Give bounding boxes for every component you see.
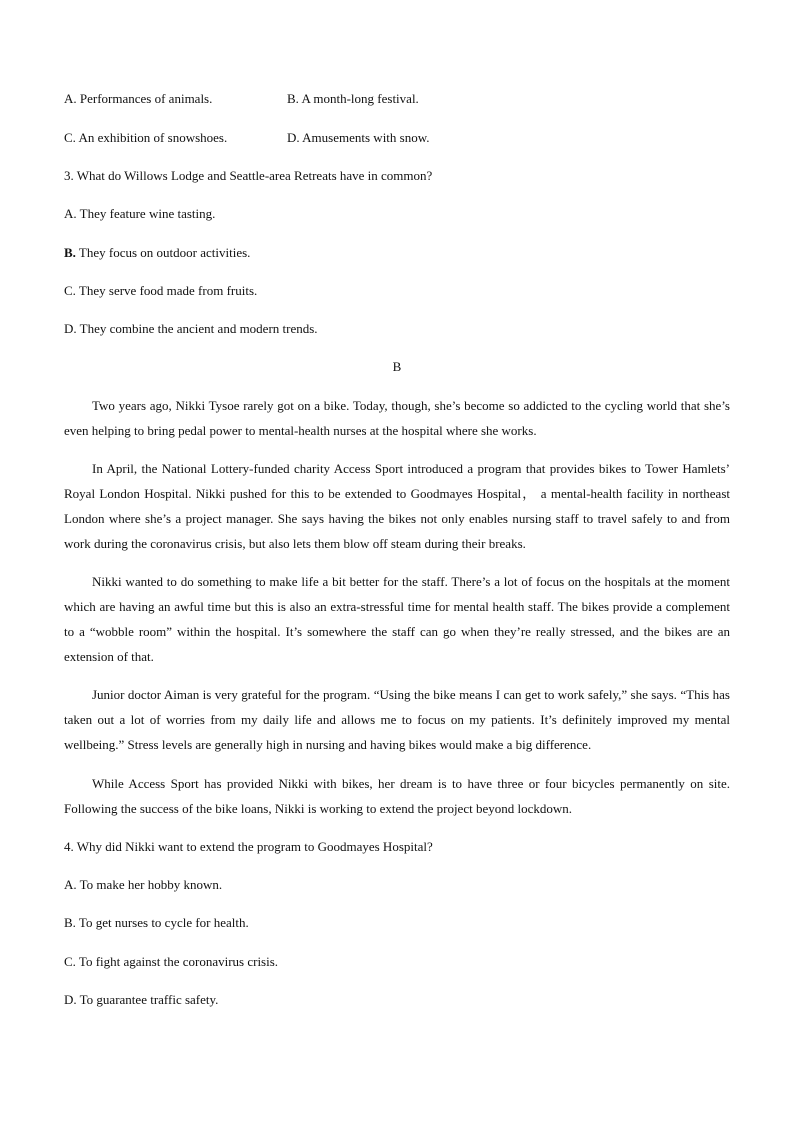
- paragraph-4: Junior doctor Aiman is very grateful for the program. “Using the bike means I can get to work safely,” she says. “This has taken out a lot of worries from my daily life and allows me to focus on my patients. It’s definitely improved my mental wellbeing.” Stress levels are generally high in nursing and having bikes would make a big difference.: [64, 687, 730, 752]
- q2-options-row-2: [64, 130, 730, 146]
- q2-option-c: C. An exhibition of snowshoes.: [64, 130, 228, 145]
- q4-option-d: D. To guarantee traffic safety.: [64, 992, 219, 1007]
- paragraph-1: Two years ago, Nikki Tysoe rarely got on a bike. Today, though, she’s become so addicted to the cycling world that she’s even helping to bring pedal power to mental-health nurses at the hospital where she works.: [64, 398, 730, 438]
- q4-option-c: C. To fight against the coronavirus crisis.: [64, 954, 279, 969]
- q3-option-d: D. They combine the ancient and modern trends.: [64, 321, 318, 336]
- q3-option-b-text: They focus on outdoor activities.: [75, 245, 251, 260]
- q2-option-b: B. A month-long festival.: [287, 91, 419, 106]
- q4-option-b: B. To get nurses to cycle for health.: [64, 915, 249, 930]
- q4-question: 4. Why did Nikki want to extend the program to Goodmayes Hospital?: [64, 839, 433, 854]
- q3-option-a: A. They feature wine tasting.: [64, 206, 216, 221]
- q2-option-a: A. Performances of animals.: [64, 91, 213, 106]
- paragraph-5: While Access Sport has provided Nikki with bikes, her dream is to have three or four bicycles permanently on site. Following the success of the bike loans, Nikki is working to extend the project beyond lockdown.: [64, 776, 730, 816]
- paragraph-2: In April, the National Lottery-funded charity Access Sport introduced a program that provides bikes to Tower Hamlets’ Royal London Hospital. Nikki pushed for this to be extended to Goodmayes Hospital， a mental-health facility in northeast London where she’s a project manager. She says having the bikes not only enables nursing staff to travel safely to and from work during the coronavirus crisis, but also lets them blow off steam during their breaks.: [64, 461, 730, 551]
- q3-option-b-letter: B.: [64, 245, 76, 260]
- q4-option-a: A. To make her hobby known.: [64, 877, 223, 892]
- q3-question: 3. What do Willows Lodge and Seattle-area Retreats have in common?: [64, 168, 433, 183]
- section-heading: B: [392, 359, 402, 374]
- q2-option-d: D. Amusements with snow.: [287, 130, 430, 145]
- q3-option-b: [64, 245, 250, 261]
- q3-option-c: C. They serve food made from fruits.: [64, 283, 258, 298]
- paragraph-3: Nikki wanted to do something to make life a bit better for the staff. There’s a lot of focus on the hospitals at the moment which are having an awful time but this is also an extra-stressful time for mental health staff. The bikes provide a complement to a “wobble room” within the hospital. It’s somewhere the staff can go when they’re really stressed, and the bikes are an extension of that.: [64, 574, 730, 664]
- q2-options-row-1: [64, 91, 730, 107]
